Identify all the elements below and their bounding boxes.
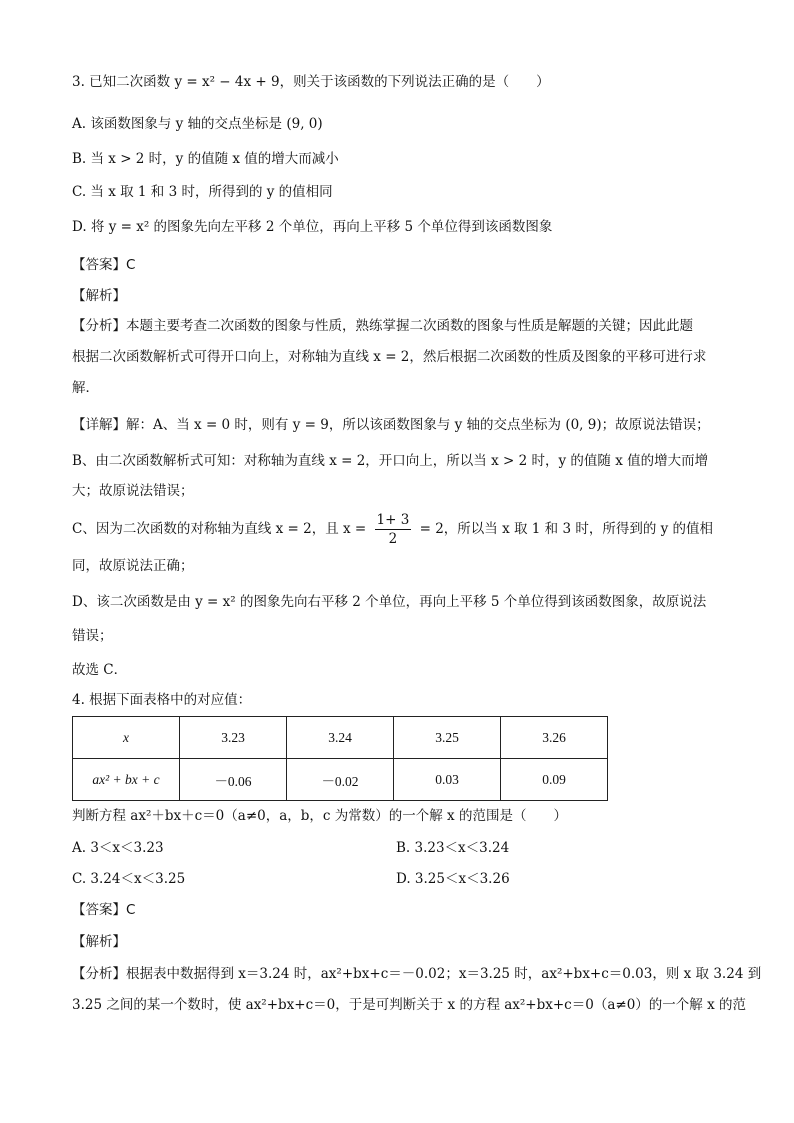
q4-option-a: A. 3＜x＜3.23 [72,840,164,856]
q4-option-b: B. 3.23＜x＜3.24 [396,840,510,856]
q3-option-d: D. 将 y = x² 的图象先向左平移 2 个单位，再向上平移 5 个单位得到该函数图象 [72,219,553,235]
q3-detail-line-7: 错误； [72,628,113,644]
value-table [72,716,608,801]
q3-detail-line-4 [72,510,713,548]
fraction-numerator: 1+ 3 [376,512,410,528]
table-cell: 0.09 [501,759,608,801]
q3-detail-line-3: 大；故原说法错误； [72,483,194,499]
q4-fenxi-line-1: 【分析】根据表中数据得到 x＝3.24 时，ax²+bx+c＝－0.02；x＝3.25 时，ax²+bx+c＝0.03，则 x 取 3.24 到 [72,966,762,982]
q3-stem: 3. 已知二次函数 y = x² − 4x + 9，则关于该函数的下列说法正确的是（ ） [72,74,550,90]
table-cell: －0.02 [287,759,394,801]
q3-detail-line-6: D、该二次函数是由 y = x² 的图象先向右平移 2 个单位，再向上平移 5 个单位得到该函数图象，故原说法 [72,594,707,610]
fraction-denominator: 2 [388,531,398,547]
table-row [73,717,608,759]
fraction [375,511,412,548]
q4-option-c: C. 3.24＜x＜3.25 [72,871,186,887]
q3-detail-4-suffix: = 2，所以当 x 取 1 和 3 时，所得到的 y 的值相 [419,521,714,537]
q4-question: 判断方程 ax²＋bx＋c＝0（a≠0，a，b，c 为常数）的一个解 x 的范围是（ ） [72,808,567,824]
q3-option-a: A. 该函数图象与 y 轴的交点坐标是 (9, 0) [72,116,323,132]
q3-fenxi-line-1: 【分析】本题主要考查二次函数的图象与性质，熟练掌握二次函数的图象与性质是解题的关键；因此此题 [72,318,693,334]
q3-detail-line-2: B、由二次函数解析式可知：对称轴为直线 x = 2，开口向上，所以当 x > 2 时，y 的值随 x 值的增大而增 [72,453,709,469]
q3-option-b: B. 当 x > 2 时，y 的值随 x 值的增大而减小 [72,151,339,167]
table-row [73,759,608,801]
q3-answer: 【答案】C [72,257,136,273]
q3-analysis-label: 【解析】 [72,288,126,304]
table-cell: 3.26 [501,717,608,759]
table-cell: 3.24 [287,717,394,759]
table-cell: －0.06 [180,759,287,801]
q4-analysis-label: 【解析】 [72,934,126,950]
q3-fenxi-line-3: 解． [72,380,99,396]
q3-detail-line-5: 同，故原说法正确； [72,558,194,574]
q4-option-d: D. 3.25＜x＜3.26 [396,871,510,887]
q3-detail-4-prefix: C、因为二次函数的对称轴为直线 x = 2，且 x = [72,521,367,537]
q3-option-c: C. 当 x 取 1 和 3 时，所得到的 y 的值相同 [72,184,333,200]
table-cell: ax² + bx + c [73,759,180,801]
table-cell: x [73,717,180,759]
q4-answer: 【答案】C [72,902,136,918]
q3-conclusion: 故选 C． [72,662,128,678]
table-cell: 0.03 [394,759,501,801]
q3-detail-line-1: 【详解】解：A、当 x = 0 时，则有 y = 9，所以该函数图象与 y 轴的交点坐标为 (0, 9)；故原说法错误； [72,417,710,433]
q4-stem: 4. 根据下面表格中的对应值： [72,692,252,708]
table-cell: 3.25 [394,717,501,759]
q4-fenxi-line-2: 3.25 之间的某一个数时，使 ax²+bx+c＝0，于是可判断关于 x 的方程 ax²+bx+c＝0（a≠0）的一个解 x 的范 [72,997,746,1013]
table-cell: 3.23 [180,717,287,759]
q3-fenxi-line-2: 根据二次函数解析式可得开口向上，对称轴为直线 x = 2，然后根据二次函数的性质及图象的平移可进行求 [72,349,707,365]
